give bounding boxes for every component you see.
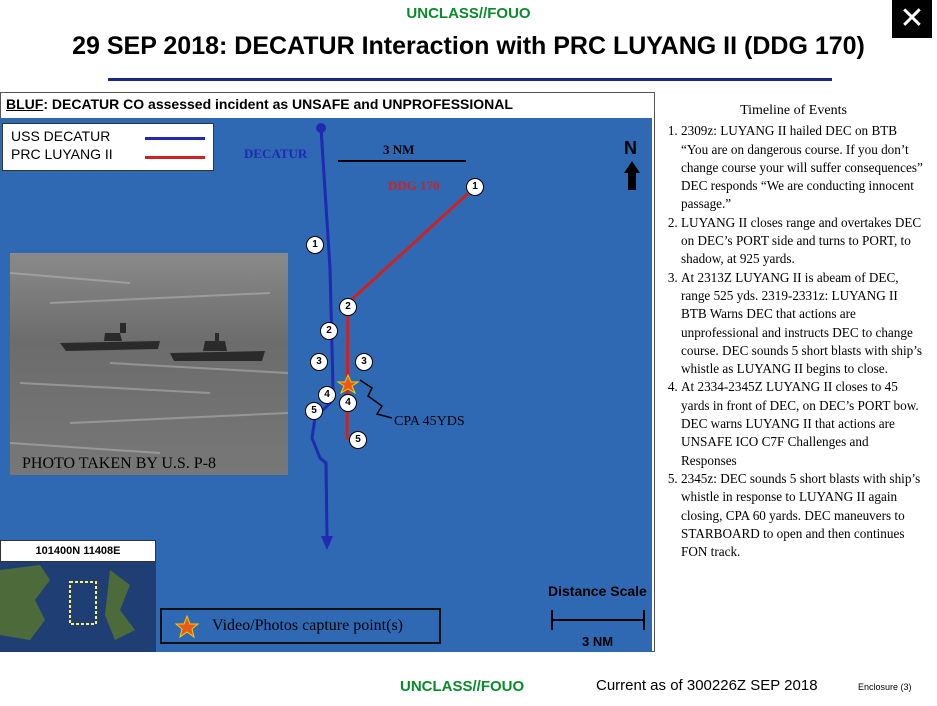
- distance-scale-bar: [548, 604, 648, 634]
- north-label: N: [624, 138, 637, 158]
- ddg170-label: DDG 170: [388, 178, 440, 193]
- timeline-item: 3. At 2313Z LUYANG II is abeam of DEC, range 525 yds. 2319-2331z: LUYANG II BTB Warns DEC that actions are unprofessional and instructs DEC to change course. DEC sounds 5 short blasts with ship’s whistle as LUYANG II begins to close.: [681, 269, 926, 379]
- track-legend: [2, 123, 214, 171]
- capture-legend-text: Video/Photos capture point(s): [212, 617, 404, 634]
- current-as-of: Current as of 300226Z SEP 2018: [596, 677, 818, 694]
- timeline-list: [663, 122, 926, 561]
- marker-luyang-1: 1: [466, 178, 484, 196]
- decatur-label: DECATUR: [244, 146, 308, 161]
- north-arrow-icon: [624, 161, 640, 190]
- marker-decatur-4: 4: [318, 386, 336, 404]
- timeline-item: 2. LUYANG II closes range and overtakes DEC on DEC’s PORT side and turns to PORT, to shadow, at 925 yards.: [681, 214, 926, 269]
- decatur-start-dot: [316, 123, 326, 133]
- slide-title: 29 SEP 2018: DECATUR Interaction with PRC LUYANG II (DDG 170): [72, 32, 865, 60]
- marker-luyang-2: 2: [339, 298, 357, 316]
- timeline-title: Timeline of Events: [740, 103, 847, 118]
- legend-label-luyang: PRC LUYANG II: [11, 146, 113, 162]
- timeline-panel: [654, 92, 932, 652]
- inset-highlight-box: [70, 582, 96, 624]
- legend-line-decatur: [145, 137, 205, 140]
- bluf-text: : DECATUR CO assessed incident as UNSAFE and UNPROFESSIONAL: [43, 96, 513, 112]
- legend-line-luyang: [145, 156, 205, 159]
- capture-legend-star-icon: [172, 612, 202, 642]
- title-divider: [108, 78, 832, 81]
- close-icon: ✕: [899, 2, 925, 35]
- marker-luyang-4: 4: [339, 394, 357, 412]
- marker-decatur-5: 5: [305, 402, 323, 420]
- p8-photo-svg: [10, 253, 288, 475]
- timeline-item: 1. 2309z: LUYANG II hailed DEC on BTB “You are on dangerous course. If you don’t change course your will suffer consequences” DEC responds “We are conducting innocent passage.”: [681, 122, 926, 213]
- inset-coordinates: 101400N 11408E: [0, 540, 156, 562]
- bluf-line: [6, 96, 513, 112]
- ship-silhouette-1: [60, 323, 160, 351]
- enclosure-label: Enclosure (3): [858, 682, 912, 692]
- marker-luyang-5: 5: [349, 431, 367, 449]
- cpa-bracket: [360, 380, 392, 418]
- classification-banner-top: UNCLASS//FOUO: [406, 5, 531, 22]
- classification-banner-bottom: UNCLASS//FOUO: [400, 678, 525, 695]
- map-scale-label: 3 NM: [383, 142, 415, 157]
- marker-luyang-3: 3: [355, 353, 373, 371]
- distance-scale-title: Distance Scale: [548, 583, 647, 599]
- timeline-item: 4. At 2334-2345Z LUYANG II closes to 45 yards in front of DEC, on DEC’s PORT bow. DEC warns LUYANG II that actions are UNSAFE ICO C7F Challenges and Responses: [681, 378, 926, 469]
- luyang-track: [347, 188, 474, 440]
- marker-decatur-1: 1: [306, 236, 324, 254]
- legend-label-decatur: USS DECATUR: [11, 128, 111, 144]
- marker-decatur-2: 2: [320, 322, 338, 340]
- distance-scale-label: 3 NM: [582, 634, 614, 649]
- p8-photo: [10, 253, 288, 475]
- cpa-label: CPA 45YDS: [394, 414, 465, 429]
- photo-caption: PHOTO TAKEN BY U.S. P-8: [22, 455, 216, 472]
- ship-silhouette-2: [170, 333, 265, 361]
- marker-decatur-3: 3: [310, 353, 328, 371]
- timeline-item: 5. 2345z: DEC sounds 5 short blasts with ship’s whistle in response to LUYANG II again closing, CPA 60 yards. DEC maneuvers to STARBOARD to open and then continues FON track.: [681, 470, 926, 561]
- decatur-arrowhead: [321, 536, 333, 550]
- bluf-label: BLUF: [6, 96, 44, 112]
